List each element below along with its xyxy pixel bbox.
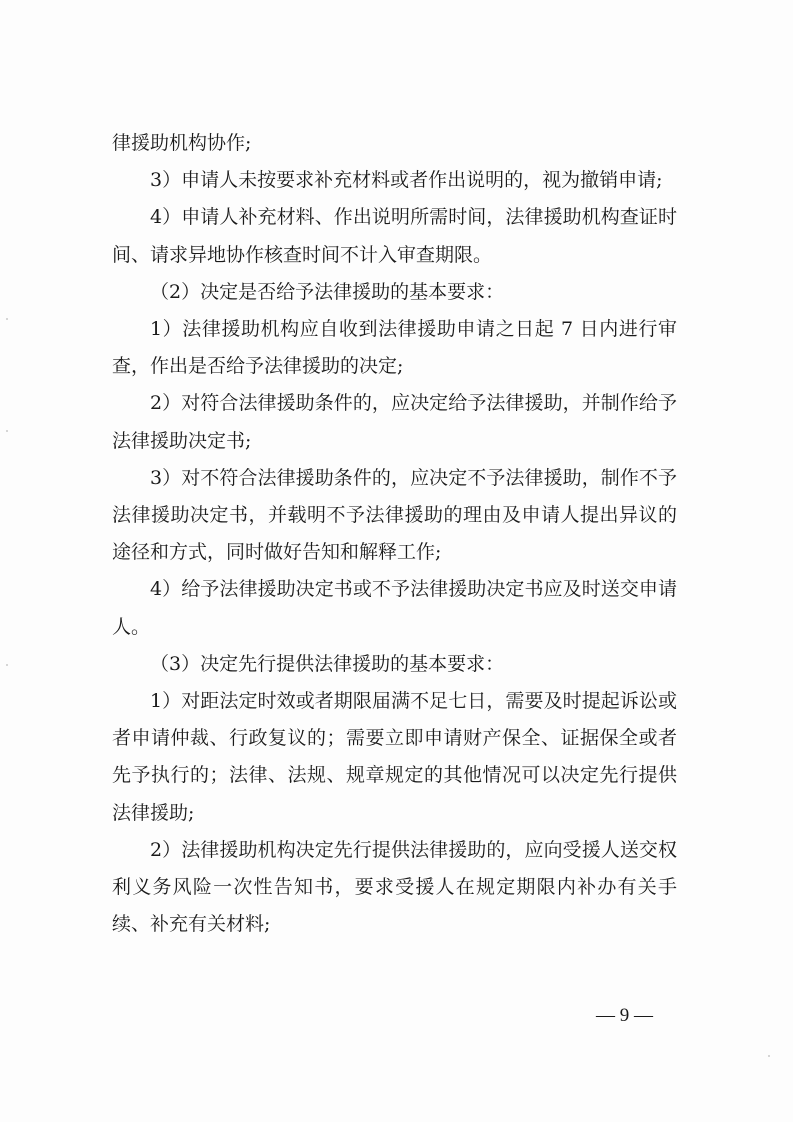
paragraph: 2）对符合法律援助条件的，应决定给予法律援助，并制作给予法律援助决定书; xyxy=(112,392,677,452)
scan-speck xyxy=(6,318,8,320)
page-number: — 9 — xyxy=(596,1005,653,1026)
scan-speck xyxy=(6,664,8,666)
paragraph: 1）对距法定时效或者期限届满不足七日，需要及时提起诉讼或者申请仲裁、行政复议的；需要立即申请财产保全、证据保全或者先予执行的；法律、法规、规章规定的其他情况可以决定先行提供法律援助; xyxy=(112,690,677,824)
paragraph: 4）给予法律援助决定书或不予法律援助决定书应及时送交申请人。 xyxy=(112,578,677,638)
scan-speck xyxy=(6,430,8,432)
paragraph: 3）对不符合法律援助条件的，应决定不予法律援助，制作不予法律援助决定书，并载明不予法律援助的理由及申请人提出异议的途径和方式，同时做好告知和解释工作; xyxy=(112,466,677,564)
paragraph: （3）决定先行提供法律援助的基本要求： xyxy=(150,652,505,675)
paragraph: 1）法律援助机构应自收到法律援助申请之日起 7 日内进行审查，作出是否给予法律援助的决定; xyxy=(112,318,677,378)
paragraph: 2）法律援助机构决定先行提供法律援助的，应向受援人送交权利义务风险一次性告知书，要求受援人在规定期限内补办有关手续、补充有关材料; xyxy=(112,838,677,936)
scan-speck xyxy=(768,1055,770,1057)
paragraph: 4）申请人补充材料、作出说明所需时间，法律援助机构查证时间、请求异地协作核查时间不计入审查期限。 xyxy=(112,206,677,266)
paragraph: （2）决定是否给予法律援助的基本要求： xyxy=(150,280,505,303)
paragraph: 律援助机构协作; xyxy=(112,132,252,154)
document-body xyxy=(112,125,677,943)
paragraph: 3）申请人未按要求补充材料或者作出说明的，视为撤销申请; xyxy=(150,169,663,192)
